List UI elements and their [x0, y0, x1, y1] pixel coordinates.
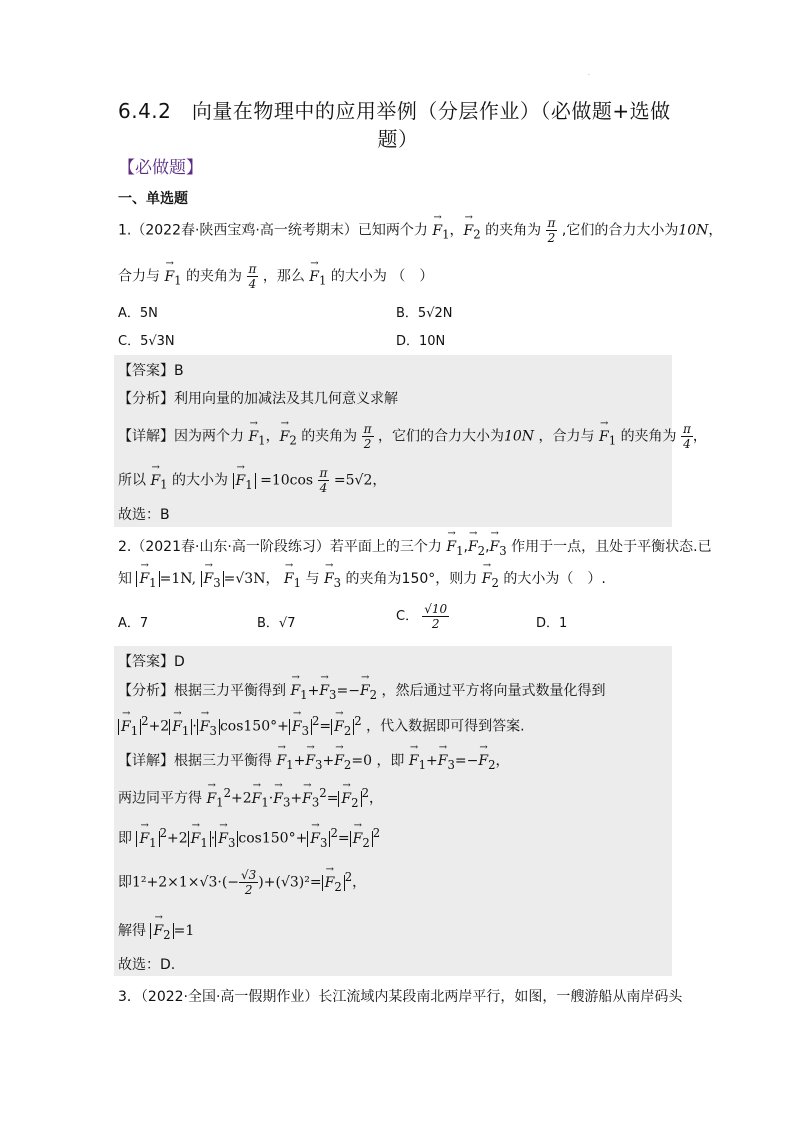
q1-answer: 【答案】B: [118, 363, 184, 379]
frac-pi-over-2: $\frac{\pi}{2}$: [547, 216, 556, 245]
section-heading-single-choice: 一、单选题: [118, 191, 188, 207]
q2-choose: 故选：D.: [118, 957, 176, 973]
q2-option-a: A．7: [118, 616, 149, 631]
page-title: [118, 97, 678, 153]
q1-stem-line-1: 1.（2022春·陕西宝鸡·高一统考期末）已知两个力 → $F_1$，→ $F_2$ 的夹角为 $\frac{\pi}{2}$ ,它们的合力大小为10N，: [118, 216, 722, 245]
q1-option-b: B．5√2N: [396, 306, 453, 321]
q2-detail-line-1: 【详解】根据三力平衡得 → $F_1+\to F_3+\to F_2=0$ ，即 → $F_1+\to F_3=-\to F_2$，: [118, 750, 510, 772]
section-tag-required: 【必做题】: [118, 158, 203, 178]
q1-choose: 故选：B: [118, 507, 170, 523]
q1-stem-line-2: 合力与 → $F_1$ 的夹角为 $\frac{\pi}{4}$ ，那么 → $F_1$ 的大小为 （ ）: [118, 262, 433, 291]
q2-option-d: D．1: [536, 616, 568, 631]
q2-analysis-line-1: 【分析】根据三力平衡得到 → $F_1+\to F_3=-\to F_2$ ，然后通过平方将向量式数量化得到: [118, 680, 606, 702]
title-line-1: 6.4.2 向量在物理中的应用举例（分层作业）（必做题+选做: [118, 99, 671, 123]
title-line-2: 题）: [377, 127, 419, 151]
q1-option-d: D．10N: [396, 334, 446, 349]
q1-detail-line-2: 所以 → $F_1$ 的大小为 → $F_1 =10\cos$ $\frac{\pi}{4}$ =5√2，: [118, 466, 386, 495]
q1-option-a: A．5N: [118, 306, 158, 321]
scan-dot: ·: [588, 72, 590, 79]
q3-stem-line-1: 3．（2022·全国·高一假期作业）长江流域内某段南北两岸平行，如图，一艘游船从南岸码头: [118, 989, 683, 1005]
q2-detail-line-4: 即1²+2×1×√3·(− $\frac{√3}{2}$ )$+(√3)^2=\to F_2^2$，: [118, 868, 366, 897]
q1-option-c: C．5√3N: [118, 334, 175, 349]
q1-analysis: 【分析】利用向量的加减法及其几何意义求解: [118, 391, 398, 407]
q2-stem-line-2: 知 → $F_1 =1N$, → $F_3 =√3N$， → $F_1$ 与 → $F_3$ 的夹角为150°，则力 → $F_2$ 的大小为（ ）.: [118, 568, 606, 590]
q2-answer: 【答案】D: [118, 654, 185, 670]
q2-analysis-line-2: → $F_1^2+2\to F_1 \cdot\to F_3$ $\cos 150^\circ+\to F_3^2=\to F_2^2$ ，代入数据即可得到答案.: [118, 714, 525, 737]
frac-pi-over-4: $\frac{\pi}{4}$: [248, 262, 257, 291]
q2-detail-line-2: 两边同平方得 → $F_1^2+2\to F_1\cdot\to F_3+\to F_3^2=\to F_2^2$，: [118, 786, 383, 809]
q1-detail-line-1: 【详解】因为两个力 → $F_1$，→ $F_2$ 的夹角为 $\frac{\pi}{2}$ ，它们的合力大小为10N ，合力与 → $F_1$ 的夹角为 $\frac{\pi}{4}$ ，: [118, 422, 707, 451]
q2-stem-line-1: 2.（2021春·山东·高一阶段练习）若平面上的三个力 → $F_1,\to F_2,\to F_3$ 作用于一点，且处于平衡状态.已: [118, 536, 712, 558]
q2-detail-line-3: 即 → $F_1^2+2\to F_1 \cdot\to F_3$ $\cos 150^\circ+\to F_3^2=\to F_2^2$: [118, 826, 380, 849]
q2-option-c: C． $\frac{√10}{2}$: [396, 602, 448, 631]
q2-option-b: B．√7: [257, 616, 296, 631]
q2-detail-line-5: 解得 → $F_2 =1$: [118, 920, 194, 942]
